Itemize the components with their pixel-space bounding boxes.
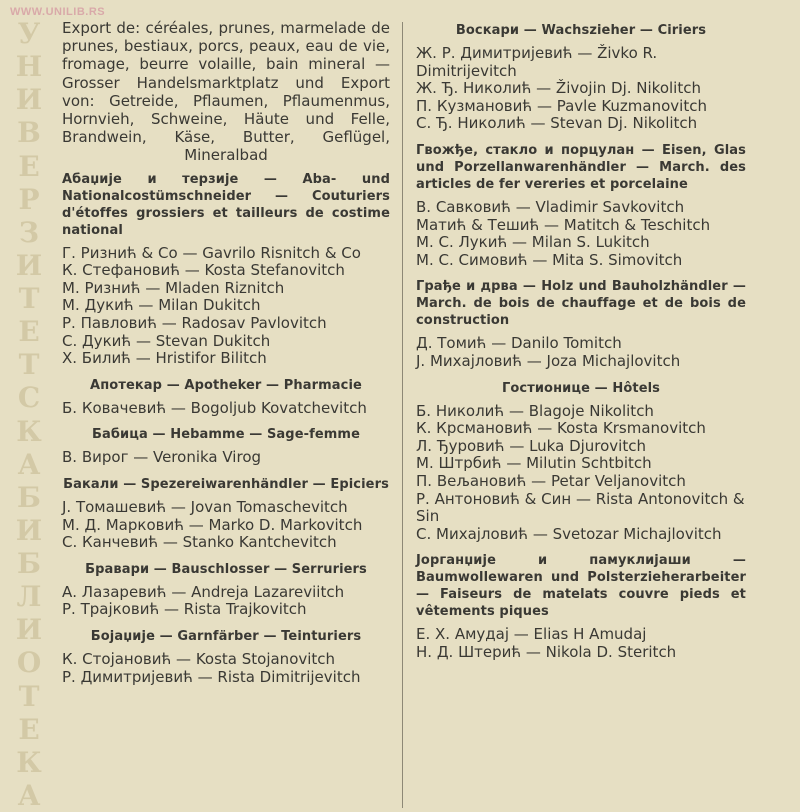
list-item: J. Михајловић — Joza Michajlovitch	[416, 351, 681, 370]
column-divider	[402, 22, 403, 808]
section-apotekar	[62, 377, 390, 418]
section-heading: Гвожђе, стакло и порцулан — Eisen, Glas und Porzellanwarenhändler — March. des articles de fer vereries et porcelaine	[416, 142, 746, 192]
list-item: Ж. Ђ. Николић — Živojin Dj. Nikolitch	[416, 79, 701, 98]
section-bakali	[62, 476, 390, 552]
section-heading: Бакали — Spezereiwarenhändler — Epiciers	[63, 476, 389, 492]
list-item: М. С. Симовић — Mita S. Simovitch	[416, 250, 683, 269]
list-item: С. Михајловић — Svetozar Michajlovitch	[416, 524, 722, 543]
watermark-url: WWW.UNILIB.RS	[10, 6, 106, 18]
stamp-letter: З	[18, 215, 40, 249]
list-item: М. Штрбић — Milutin Schtbitch	[416, 454, 652, 473]
stamp-letter: У	[17, 17, 41, 50]
stamp-letter: Т	[18, 679, 40, 713]
section-heading: Јорганџије и памуклијаши — Baumwollewaren und Polsterzieherarbeiter — Faiseurs de matelats couvre pieds et vêtements piques	[416, 553, 746, 620]
section-heading: Абаџије и терзије — Aba- und Nationalcostümschneider — Couturiers d'étoffes grossiers et tailleurs de costime national	[62, 171, 390, 238]
stamp-letter: И	[15, 613, 43, 647]
list-item: М. Ризнић — Mladen Riznitch	[62, 278, 285, 297]
list-item: Р. Трајковић — Rista Trajkovitch	[62, 600, 307, 619]
section-heading: Бабица — Hebamme — Sage-femme	[92, 427, 360, 443]
stamp-letter: Е	[18, 149, 40, 183]
section-abadzije	[62, 171, 390, 368]
list-item: П. Вељановић — Petar Veljanovitch	[416, 471, 686, 490]
list-item: К. Стефановић — Kosta Stefanovitch	[62, 261, 345, 280]
list-item: Б. Ковачевић — Bogoljub Kovatchevitch	[62, 398, 367, 417]
stamp-letter: И	[15, 83, 43, 117]
section-bojadzije	[62, 628, 390, 686]
section-gradje	[416, 278, 746, 370]
stamp-letter: И	[15, 513, 43, 547]
list-item: Матић & Тешић — Matitch & Teschitch	[416, 215, 711, 234]
list-item: Л. Ђуровић — Luka Djurovitch	[416, 436, 646, 455]
list-item: К. Стојановић — Kosta Stojanovitch	[62, 649, 336, 668]
list-item: Ж. Р. Димитријевић — Živko R. Dimitrijevitch	[416, 44, 658, 80]
stamp-letter: Р	[18, 182, 40, 216]
stamp-letter: Л	[16, 580, 42, 614]
stamp-letter: В	[17, 116, 41, 150]
stamp-letter: О	[16, 646, 42, 680]
list-item: Р. Павловић — Radosav Pavlovitch	[62, 314, 327, 332]
section-heading: Гостионице — Hôtels	[501, 380, 661, 396]
stamp-letter: Б	[17, 547, 41, 580]
section-heading: Апотекар — Apotheker — Pharmacie	[90, 377, 362, 393]
section-heading: Бравари — Bauschlosser — Serruriers	[85, 561, 367, 577]
stamp-letter: Т	[18, 348, 40, 382]
list-item: А. Лазаревић — Andreja Lazareviitch	[62, 582, 345, 601]
list-item: В. Вирог — Veronika Virog	[62, 448, 262, 467]
stamp-letter: Е	[18, 315, 40, 349]
section-heading: Грађе и дрва — Holz und Bauholzhändler — March. de bois de chauffage et de bois de construction	[416, 279, 746, 329]
stamp-letter: Б	[17, 480, 41, 514]
list-item: С. Ђ. Николић — Stevan Dj. Nikolitch	[416, 114, 698, 133]
list-item: М. С. Лукић — Milan S. Lukitch	[416, 233, 650, 252]
list-item: С. Канчевић — Stanko Kantchevitch	[62, 533, 337, 552]
stamp-letter: А	[17, 447, 41, 481]
stamp-letter: С	[17, 381, 41, 415]
list-item: П. Кузмановић — Pavle Kuzmanovitch	[416, 96, 707, 115]
section-gvozdje	[416, 142, 746, 269]
list-item: J. Томашевић — Jovan Tomaschevitch	[62, 497, 348, 516]
section-voskari	[416, 22, 746, 133]
list-item: М. Д. Марковић — Marko D. Markovitch	[62, 515, 363, 534]
stamp-letter: Т	[18, 282, 40, 315]
list-item: В. Савковић — Vladimir Savkovitch	[416, 197, 685, 216]
list-item: Д. Томић — Danilo Tomitch	[416, 334, 622, 353]
list-item: Б. Николић — Blagoje Nikolitch	[416, 401, 654, 420]
list-item: М. Дукић — Milan Dukitch	[62, 296, 261, 315]
library-stamp	[15, 17, 43, 812]
stamp-letter: Е	[18, 712, 40, 746]
intro-paragraph: Export de: céréales, prunes, marmelade de prunes, bestiaux, porcs, peaux, eau de vie, fromage, beurre volaille, bain mineral — Grosser Handelsmarktplatz und Export von: Getreide, Pflaumen, Pflaumenmus, Hornvieh, Schweine, Häute und Felle, Brandwein, Käse, Butter, Geflügel, Mineralbad	[62, 19, 390, 165]
stamp-letter: Н	[15, 50, 43, 84]
section-heading: Бојаџије — Garnfärber — Teinturiers	[90, 628, 362, 644]
list-item: Е. Х. Амудај — Elias H Amudaj	[416, 625, 647, 644]
section-gostionice	[416, 380, 746, 544]
stamp-letter: А	[17, 778, 41, 812]
stamp-letter: И	[15, 248, 43, 282]
list-item: К. Крсмановић — Kosta Krsmanovitch	[416, 419, 706, 438]
section-heading: Воскари — Wachszieher — Ciriers	[455, 23, 707, 38]
list-item: Р. Димитријевић — Rista Dimitrijevitch	[62, 667, 361, 686]
right-column	[416, 0, 746, 812]
stamp-letter: К	[16, 745, 42, 779]
list-item: Г. Ризнић & Co — Gavrilo Risnitch & Co	[62, 243, 361, 262]
stamp-letter: К	[16, 414, 42, 448]
list-item: С. Дукић — Stevan Dukitch	[62, 331, 271, 350]
section-babica	[62, 426, 390, 467]
left-column	[62, 0, 390, 812]
list-item: Х. Билић — Hristifor Bilitch	[62, 349, 267, 368]
section-jorgandzije	[416, 552, 746, 661]
section-bravari	[62, 561, 390, 619]
list-item: Н. Д. Штерић — Nikola D. Steritch	[416, 642, 677, 661]
list-item: Р. Антоновић & Син — Rista Antonovitch & Sin	[416, 489, 745, 526]
